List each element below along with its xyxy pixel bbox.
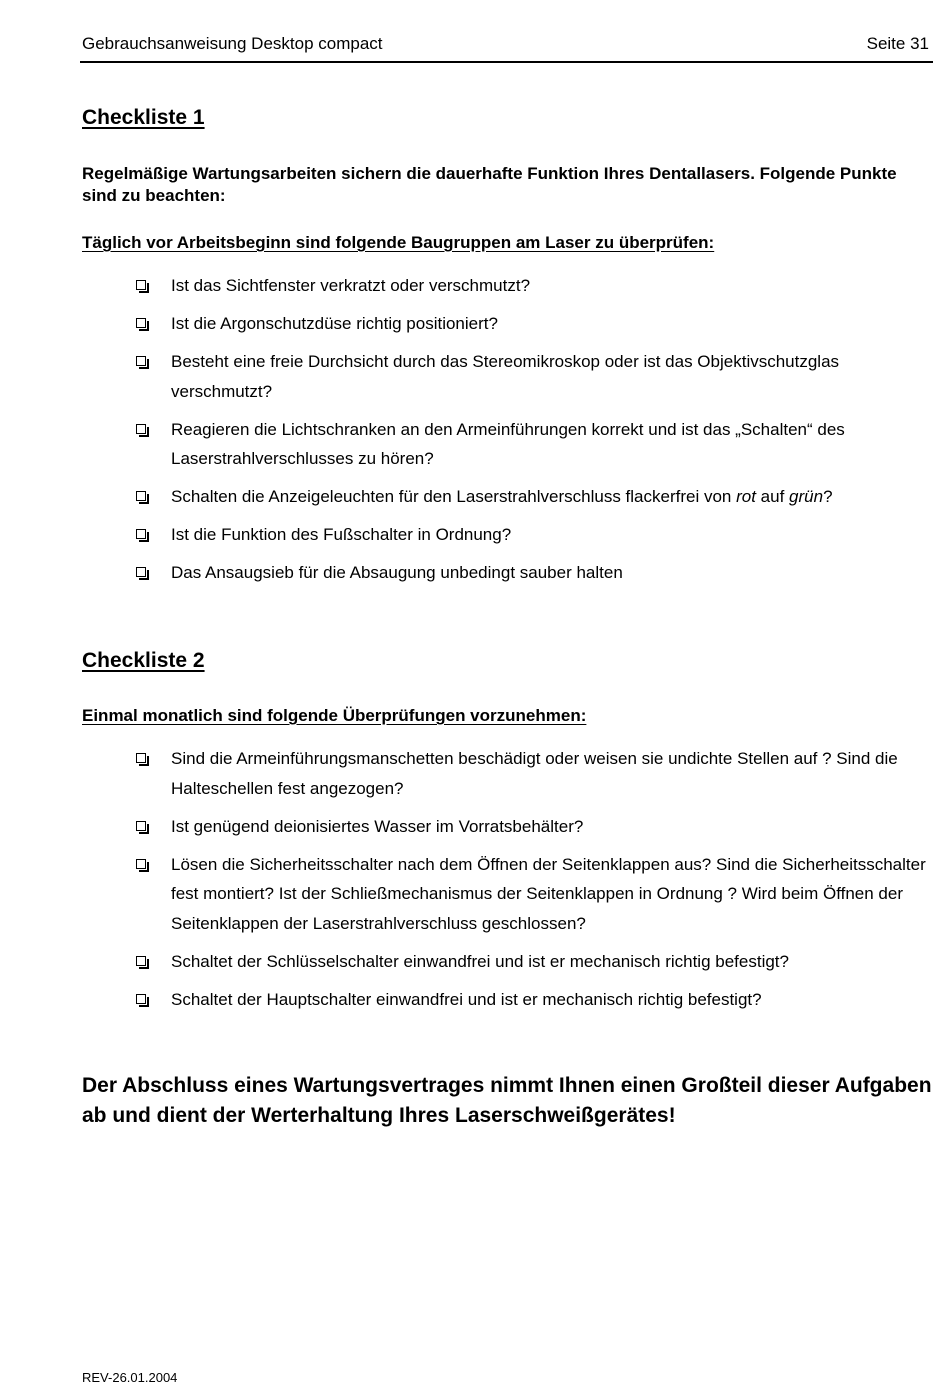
checkbox-icon	[136, 753, 146, 763]
item-text-part: auf	[755, 487, 790, 506]
item-text-part: ?	[823, 487, 833, 506]
document-title: Gebrauchsanweisung Desktop compact	[82, 34, 383, 53]
checklist-2-list	[136, 744, 932, 1023]
checklist-item-text: Ist genügend deionisiertes Wasser im Vorratsbehälter?	[171, 816, 584, 836]
checkbox-icon	[136, 529, 146, 539]
page-header	[80, 33, 933, 63]
checkbox-icon	[136, 280, 146, 290]
checklist-item	[136, 520, 932, 550]
checklist-item	[136, 744, 932, 803]
checklist-item	[136, 558, 932, 588]
checklist-item-text: Das Ansaugsieb für die Absaugung unbedingt sauber halten	[171, 563, 623, 582]
checklist-item-text: Reagieren die Lichtschranken an den Armeinführungen korrekt und ist das „Schalten“ des Laserstrahlverschlusses zu hören?	[171, 419, 845, 468]
item-text-emphasis: grün	[789, 487, 824, 506]
checkbox-icon	[136, 821, 146, 831]
checklist-item-text: Ist die Argonschutzdüse richtig positioniert?	[171, 314, 498, 333]
checklist-item-text: Ist die Funktion des Fußschalter in Ordnung?	[171, 525, 512, 544]
checkbox-icon	[136, 318, 146, 328]
checklist-1-intro: Regelmäßige Wartungsarbeiten sichern die dauerhafte Funktion Ihres Dentallasers. Folgende Punkte sind zu beachten:	[82, 164, 897, 205]
checklist-item	[136, 947, 932, 977]
checkbox-icon	[136, 567, 146, 577]
checklist-item	[136, 309, 932, 339]
checklist-item	[136, 812, 932, 842]
checklist-item-text: Besteht eine freie Durchsicht durch das Stereomikroskop oder ist das Objektivschutzglas verschmutzt?	[171, 352, 840, 401]
checklist-item	[136, 271, 932, 301]
checklist-item-text: Sind die Armeinführungsmanschetten beschädigt oder weisen sie undichte Stellen auf ? Sind die Halteschellen fest angezogen?	[171, 749, 898, 798]
checkbox-icon	[136, 859, 146, 869]
checkbox-icon	[136, 956, 146, 966]
checklist-item-text: Lösen die Sicherheitsschalter nach dem Öffnen der Seitenklappen aus? Sind die Sicherheitsschalter fest montiert? Ist der Schließmechanismus der Seitenklappen in Ordnung ? Wird beim Öffnen der Seitenklappen der Laserstrahlverschluss geschlossen?	[171, 854, 926, 933]
item-text-emphasis: rot	[736, 487, 756, 506]
revision-footer: REV-26.01.2004	[82, 1370, 178, 1385]
checkbox-icon	[136, 356, 146, 366]
page-number: Seite 31	[866, 34, 929, 53]
checklist-item-text: Ist das Sichtfenster verkratzt oder verschmutzt?	[171, 276, 531, 295]
checklist-item	[136, 347, 932, 406]
checklist-1-subheading: Täglich vor Arbeitsbeginn sind folgende Baugruppen am Laser zu überprüfen:	[82, 233, 715, 252]
checkbox-icon	[136, 994, 146, 1004]
checklist-item	[136, 415, 932, 474]
checkbox-icon	[136, 424, 146, 434]
item-text-part: Schalten die Anzeigeleuchten für den Laserstrahlverschluss flackerfrei von	[171, 487, 737, 506]
checklist-item	[136, 482, 932, 512]
checklist-item	[136, 985, 932, 1015]
checklist-item	[136, 850, 932, 939]
checklist-1-heading: Checkliste 1	[82, 106, 205, 129]
checklist-1-list	[136, 271, 932, 596]
checklist-2-heading: Checkliste 2	[82, 649, 205, 672]
checklist-2-subheading: Einmal monatlich sind folgende Überprüfungen vorzunehmen:	[82, 706, 587, 725]
checklist-item-text: Schaltet der Hauptschalter einwandfrei und ist er mechanisch richtig befestigt?	[171, 989, 762, 1009]
checklist-item-text: Schaltet der Schlüsselschalter einwandfrei und ist er mechanisch richtig befestigt?	[171, 951, 789, 971]
closing-statement: Der Abschluss eines Wartungsvertrages nimmt Ihnen einen Großteil dieser Aufgaben ab und dient der Werterhaltung Ihres Laserschweißgerätes!	[82, 1074, 932, 1127]
checkbox-icon	[136, 491, 146, 501]
checklist-item-text	[171, 487, 833, 506]
